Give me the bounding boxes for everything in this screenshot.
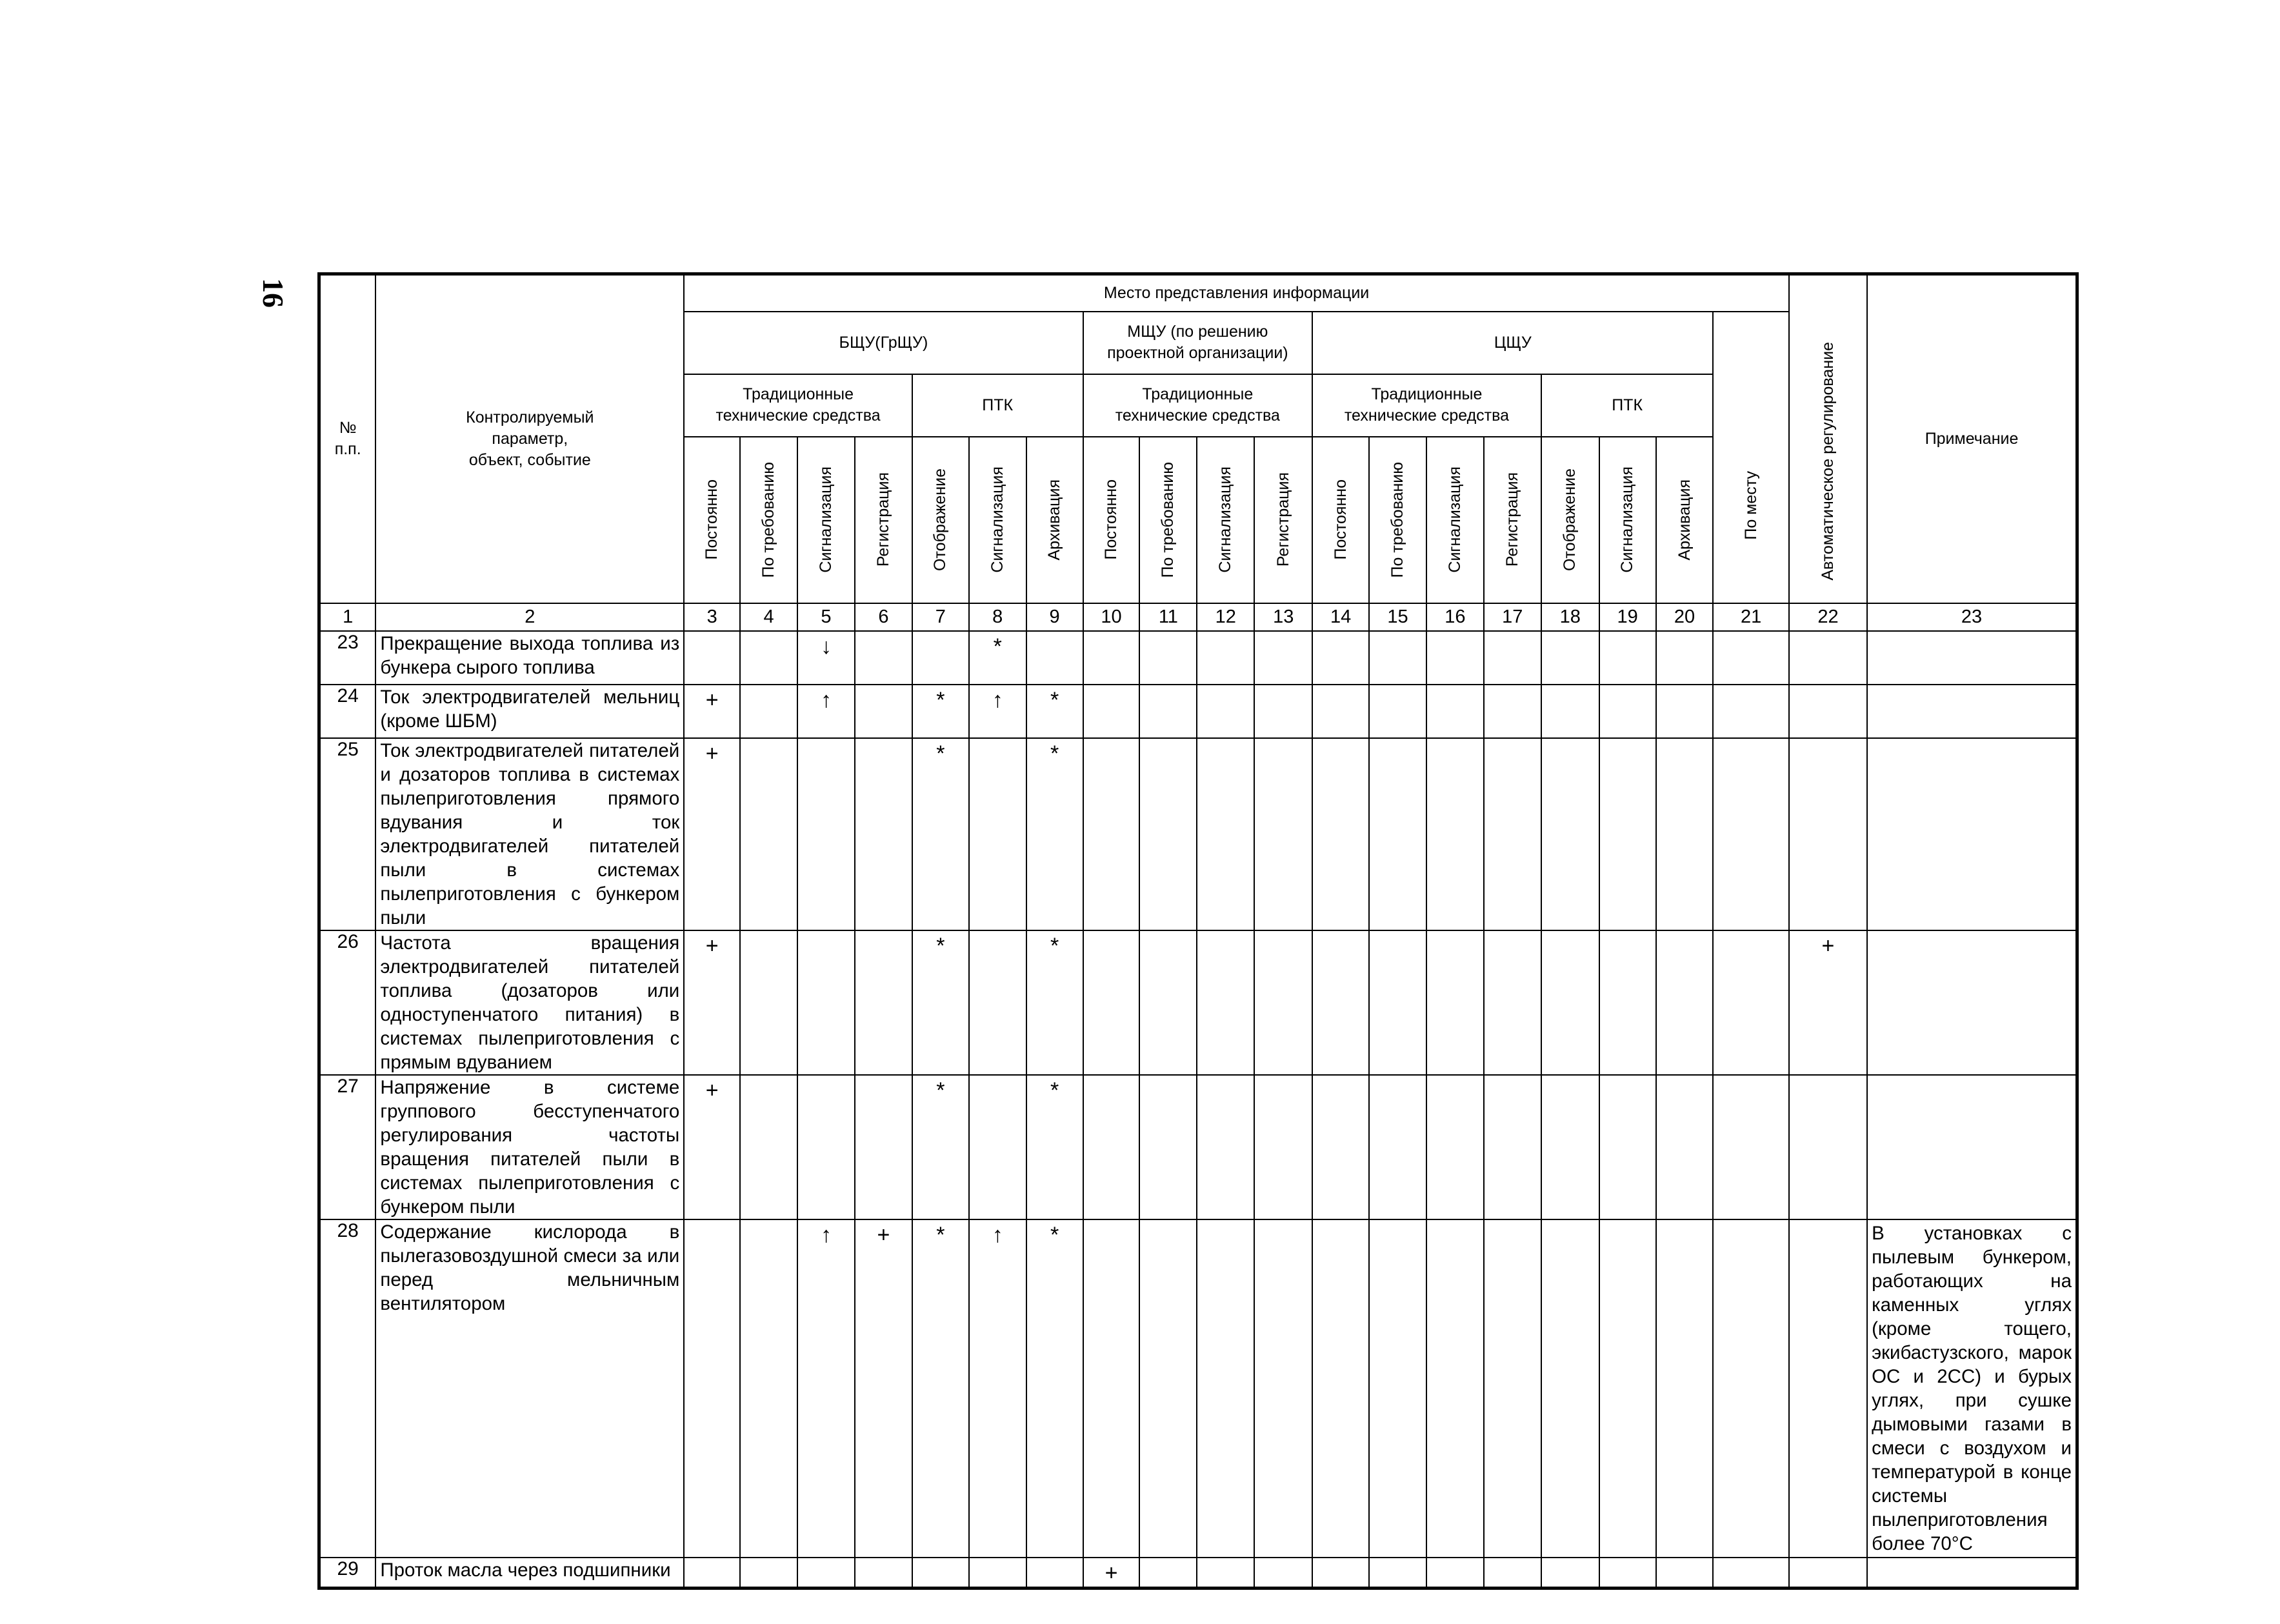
row-cell-col-18 xyxy=(1541,685,1599,738)
row-cell-col-11 xyxy=(1139,930,1197,1075)
row-cell-col-6 xyxy=(855,738,912,930)
group-bschu: БЩУ(ГрЩУ) xyxy=(684,312,1083,374)
row-parameter: Проток масла через подшипники xyxy=(375,1558,684,1589)
row-cell-col-7 xyxy=(912,930,969,1075)
cell-mark: + xyxy=(1105,1560,1118,1585)
row-cell-col-4 xyxy=(740,1558,797,1589)
row-cell-col-7 xyxy=(912,685,969,738)
row-cell-col-17 xyxy=(1484,1558,1541,1589)
row-cell-col-20 xyxy=(1656,930,1714,1075)
cell-mark: + xyxy=(877,1222,890,1247)
row-number: 27 xyxy=(319,1075,376,1219)
row-cell-col-8 xyxy=(969,1075,1026,1219)
col-header-11: По требованию xyxy=(1139,437,1197,603)
column-number: 10 xyxy=(1083,603,1140,631)
row-cell-col-3 xyxy=(684,1558,740,1589)
row-cell-col-8 xyxy=(969,631,1026,685)
table-row xyxy=(319,1219,2077,1558)
row-cell-col-6 xyxy=(855,1558,912,1589)
column-number: 11 xyxy=(1139,603,1197,631)
row-cell-col-3 xyxy=(684,1219,740,1558)
row-number: 23 xyxy=(319,631,376,685)
subgroup-mschu-traditional: Традиционные технические средства xyxy=(1083,374,1313,437)
row-cell-col-5 xyxy=(797,1219,855,1558)
parameter-table xyxy=(317,272,2079,1590)
row-cell-col-4 xyxy=(740,685,797,738)
column-number: 15 xyxy=(1369,603,1426,631)
row-cell-col-5 xyxy=(797,631,855,685)
column-number: 16 xyxy=(1426,603,1484,631)
column-number: 5 xyxy=(797,603,855,631)
column-number: 4 xyxy=(740,603,797,631)
row-cell-col-3 xyxy=(684,631,740,685)
row-cell-col-20 xyxy=(1656,631,1714,685)
row-cell-col-4 xyxy=(740,930,797,1075)
row-cell-col-10 xyxy=(1083,1558,1140,1589)
col-header-remark: Примечание xyxy=(1867,274,2077,603)
row-cell-col-5 xyxy=(797,1558,855,1589)
col-header-16: Сигнализация xyxy=(1426,437,1484,603)
row-cell-col-18 xyxy=(1541,631,1599,685)
row-cell-col-4 xyxy=(740,738,797,930)
row-cell-col-14 xyxy=(1312,685,1369,738)
row-cell-col-15 xyxy=(1369,1219,1426,1558)
column-number: 22 xyxy=(1789,603,1867,631)
row-cell-col-10 xyxy=(1083,631,1140,685)
row-cell-col-20 xyxy=(1656,738,1714,930)
row-cell-col-3 xyxy=(684,685,740,738)
col-header-14: Постоянно xyxy=(1312,437,1369,603)
col-header-4: По требованию xyxy=(740,437,797,603)
row-cell-col-19 xyxy=(1599,1075,1656,1219)
row-cell-col-9 xyxy=(1026,1075,1083,1219)
row-cell-col-17 xyxy=(1484,930,1541,1075)
row-number: 26 xyxy=(319,930,376,1075)
col-header-number: № п.п. xyxy=(319,274,376,603)
row-cell-col-18 xyxy=(1541,1558,1599,1589)
row-cell-col-13 xyxy=(1254,631,1312,685)
row-cell-col-7 xyxy=(912,1558,969,1589)
row-cell-col-8 xyxy=(969,1558,1026,1589)
row-cell-col-21 xyxy=(1713,930,1788,1075)
row-cell-col-12 xyxy=(1197,1075,1254,1219)
row-cell-col-15 xyxy=(1369,631,1426,685)
row-parameter: Частота вращения электродвигателей питателей топлива (дозаторов или одноступенчатого питания) в системах пылеприготовления с прямым вдуванием xyxy=(375,930,684,1075)
column-number: 6 xyxy=(855,603,912,631)
row-cell-col-22 xyxy=(1789,631,1867,685)
group-mschu: МЩУ (по решению проектной организации) xyxy=(1083,312,1313,374)
row-cell-col-6 xyxy=(855,1219,912,1558)
row-cell-col-17 xyxy=(1484,685,1541,738)
row-remark xyxy=(1867,930,2077,1075)
row-cell-col-9 xyxy=(1026,631,1083,685)
row-cell-col-14 xyxy=(1312,1075,1369,1219)
row-cell-col-6 xyxy=(855,930,912,1075)
row-cell-col-10 xyxy=(1083,930,1140,1075)
row-cell-col-12 xyxy=(1197,1558,1254,1589)
row-cell-col-12 xyxy=(1197,738,1254,930)
row-cell-col-19 xyxy=(1599,1219,1656,1558)
row-cell-col-14 xyxy=(1312,1219,1369,1558)
col-header-3: Постоянно xyxy=(684,437,740,603)
row-cell-col-13 xyxy=(1254,738,1312,930)
column-number: 19 xyxy=(1599,603,1656,631)
column-number: 23 xyxy=(1867,603,2077,631)
row-cell-col-21 xyxy=(1713,631,1788,685)
row-cell-col-20 xyxy=(1656,685,1714,738)
row-cell-col-22 xyxy=(1789,1075,1867,1219)
arrow-up-icon: ↑ xyxy=(992,1222,1003,1247)
row-cell-col-16 xyxy=(1426,685,1484,738)
col-header-7: Отображение xyxy=(912,437,969,603)
subgroup-bschu-traditional: Традиционные технические средства xyxy=(684,374,912,437)
row-cell-col-10 xyxy=(1083,1075,1140,1219)
row-cell-col-16 xyxy=(1426,1075,1484,1219)
column-number: 7 xyxy=(912,603,969,631)
row-number: 25 xyxy=(319,738,376,930)
cell-mark: * xyxy=(936,933,945,958)
row-cell-col-11 xyxy=(1139,1558,1197,1589)
subgroup-bschu-ptk: ПТК xyxy=(912,374,1083,437)
column-number: 2 xyxy=(375,603,684,631)
row-cell-col-20 xyxy=(1656,1075,1714,1219)
col-header-13: Регистрация xyxy=(1254,437,1312,603)
column-number: 18 xyxy=(1541,603,1599,631)
table-row xyxy=(319,685,2077,738)
row-cell-col-13 xyxy=(1254,1558,1312,1589)
row-remark xyxy=(1867,1558,2077,1589)
row-cell-col-16 xyxy=(1426,631,1484,685)
row-cell-col-6 xyxy=(855,631,912,685)
arrow-up-icon: ↑ xyxy=(992,687,1003,712)
row-cell-col-13 xyxy=(1254,1219,1312,1558)
row-parameter: Ток электродвигателей питателей и дозаторов топлива в системах пылеприготовления прямого вдувания и ток электродвигателей питателей пыли в системах пылеприготовления с бункером пыли xyxy=(375,738,684,930)
row-cell-col-22 xyxy=(1789,738,1867,930)
column-number: 3 xyxy=(684,603,740,631)
cell-mark: * xyxy=(936,1078,945,1103)
row-cell-col-13 xyxy=(1254,1075,1312,1219)
col-header-5: Сигнализация xyxy=(797,437,855,603)
row-cell-col-10 xyxy=(1083,685,1140,738)
row-number: 29 xyxy=(319,1558,376,1589)
row-remark: В установках с пылевым бункером, работающих на каменных углях (кроме тощего, экибастузского, марок ОС и 2СС) и бурых углях, при сушке дымовыми газами в смеси с воздухом и температурой в конце системы пылеприготовления более 70°С xyxy=(1867,1219,2077,1558)
row-cell-col-21 xyxy=(1713,738,1788,930)
row-cell-col-3 xyxy=(684,738,740,930)
cell-mark: * xyxy=(1050,933,1059,958)
column-number: 20 xyxy=(1656,603,1714,631)
cell-mark: * xyxy=(1050,687,1059,712)
cell-mark: * xyxy=(1050,741,1059,766)
row-parameter: Ток электродвигателей мельниц (кроме ШБМ) xyxy=(375,685,684,738)
row-cell-col-8 xyxy=(969,685,1026,738)
row-cell-col-16 xyxy=(1426,1219,1484,1558)
cell-mark: * xyxy=(936,687,945,712)
row-cell-col-9 xyxy=(1026,685,1083,738)
col-header-place: Место представления информации xyxy=(684,274,1789,312)
table-row xyxy=(319,1558,2077,1589)
row-cell-col-22 xyxy=(1789,685,1867,738)
subgroup-cschu-ptk: ПТК xyxy=(1541,374,1714,437)
row-cell-col-19 xyxy=(1599,738,1656,930)
row-cell-col-8 xyxy=(969,738,1026,930)
row-cell-col-18 xyxy=(1541,1219,1599,1558)
cell-mark: + xyxy=(705,933,719,958)
row-cell-col-4 xyxy=(740,631,797,685)
row-cell-col-21 xyxy=(1713,1075,1788,1219)
row-cell-col-5 xyxy=(797,738,855,930)
row-cell-col-4 xyxy=(740,1075,797,1219)
column-number: 8 xyxy=(969,603,1026,631)
row-remark xyxy=(1867,685,2077,738)
col-header-10: Постоянно xyxy=(1083,437,1140,603)
col-header-6: Регистрация xyxy=(855,437,912,603)
row-cell-col-5 xyxy=(797,1075,855,1219)
col-header-local: По месту xyxy=(1713,312,1788,603)
row-cell-col-3 xyxy=(684,1075,740,1219)
group-cschu: ЦЩУ xyxy=(1312,312,1713,374)
row-number: 24 xyxy=(319,685,376,738)
row-cell-col-10 xyxy=(1083,1219,1140,1558)
row-cell-col-8 xyxy=(969,1219,1026,1558)
row-cell-col-19 xyxy=(1599,631,1656,685)
col-header-parameter: Контролируемый параметр, объект, событие xyxy=(375,274,684,603)
column-number: 17 xyxy=(1484,603,1541,631)
column-number: 9 xyxy=(1026,603,1083,631)
arrow-down-icon: ↓ xyxy=(821,634,832,659)
row-cell-col-9 xyxy=(1026,738,1083,930)
row-cell-col-14 xyxy=(1312,930,1369,1075)
col-header-15: По требованию xyxy=(1369,437,1426,603)
row-cell-col-9 xyxy=(1026,930,1083,1075)
row-cell-col-13 xyxy=(1254,685,1312,738)
row-cell-col-6 xyxy=(855,1075,912,1219)
column-number: 1 xyxy=(319,603,376,631)
row-cell-col-9 xyxy=(1026,1558,1083,1589)
column-number: 13 xyxy=(1254,603,1312,631)
cell-mark: * xyxy=(993,634,1002,659)
table-row xyxy=(319,631,2077,685)
row-cell-col-9 xyxy=(1026,1219,1083,1558)
row-cell-col-15 xyxy=(1369,930,1426,1075)
col-header-8: Сигнализация xyxy=(969,437,1026,603)
cell-mark: * xyxy=(936,1222,945,1247)
row-cell-col-16 xyxy=(1426,930,1484,1075)
arrow-up-icon: ↑ xyxy=(821,687,832,712)
row-cell-col-14 xyxy=(1312,631,1369,685)
col-header-12: Сигнализация xyxy=(1197,437,1254,603)
column-number-row xyxy=(319,603,2077,631)
row-cell-col-15 xyxy=(1369,685,1426,738)
row-cell-col-21 xyxy=(1713,685,1788,738)
row-cell-col-17 xyxy=(1484,738,1541,930)
table-row xyxy=(319,930,2077,1075)
row-cell-col-15 xyxy=(1369,738,1426,930)
cell-mark: + xyxy=(705,687,719,712)
row-cell-col-19 xyxy=(1599,1558,1656,1589)
row-cell-col-20 xyxy=(1656,1558,1714,1589)
row-cell-col-22 xyxy=(1789,930,1867,1075)
row-cell-col-14 xyxy=(1312,738,1369,930)
column-number: 21 xyxy=(1713,603,1788,631)
row-cell-col-17 xyxy=(1484,1075,1541,1219)
cell-mark: + xyxy=(1821,933,1835,958)
col-header-18: Отображение xyxy=(1541,437,1599,603)
page-number: 16 xyxy=(257,278,290,308)
subgroup-cschu-traditional: Традиционные технические средства xyxy=(1312,374,1541,437)
cell-mark: * xyxy=(1050,1222,1059,1247)
col-header-19: Сигнализация xyxy=(1599,437,1656,603)
row-cell-col-11 xyxy=(1139,685,1197,738)
row-remark xyxy=(1867,738,2077,930)
row-cell-col-6 xyxy=(855,685,912,738)
row-cell-col-11 xyxy=(1139,738,1197,930)
row-cell-col-22 xyxy=(1789,1219,1867,1558)
cell-mark: * xyxy=(1050,1078,1059,1103)
row-number: 28 xyxy=(319,1219,376,1558)
row-cell-col-15 xyxy=(1369,1075,1426,1219)
row-cell-col-11 xyxy=(1139,1219,1197,1558)
row-cell-col-11 xyxy=(1139,1075,1197,1219)
row-cell-col-12 xyxy=(1197,930,1254,1075)
row-cell-col-18 xyxy=(1541,1075,1599,1219)
row-parameter: Прекращение выхода топлива из бункера сырого топлива xyxy=(375,631,684,685)
row-cell-col-3 xyxy=(684,930,740,1075)
col-header-20: Архивация xyxy=(1656,437,1714,603)
column-number: 12 xyxy=(1197,603,1254,631)
cell-mark: * xyxy=(936,741,945,766)
row-cell-col-18 xyxy=(1541,738,1599,930)
row-cell-col-17 xyxy=(1484,1219,1541,1558)
row-cell-col-21 xyxy=(1713,1219,1788,1558)
row-cell-col-18 xyxy=(1541,930,1599,1075)
row-cell-col-11 xyxy=(1139,631,1197,685)
row-remark xyxy=(1867,631,2077,685)
row-cell-col-7 xyxy=(912,631,969,685)
row-cell-col-19 xyxy=(1599,685,1656,738)
row-cell-col-14 xyxy=(1312,1558,1369,1589)
row-cell-col-4 xyxy=(740,1219,797,1558)
row-cell-col-16 xyxy=(1426,1558,1484,1589)
row-cell-col-17 xyxy=(1484,631,1541,685)
row-cell-col-5 xyxy=(797,685,855,738)
cell-mark: + xyxy=(705,1078,719,1103)
col-header-17: Регистрация xyxy=(1484,437,1541,603)
row-cell-col-5 xyxy=(797,930,855,1075)
arrow-up-icon: ↑ xyxy=(821,1222,832,1247)
row-parameter: Содержание кислорода в пылегазовоздушной смеси за или перед мельничным вентилятором xyxy=(375,1219,684,1558)
col-header-9: Архивация xyxy=(1026,437,1083,603)
row-cell-col-20 xyxy=(1656,1219,1714,1558)
row-cell-col-7 xyxy=(912,1075,969,1219)
row-cell-col-12 xyxy=(1197,1219,1254,1558)
cell-mark: + xyxy=(705,741,719,766)
row-cell-col-8 xyxy=(969,930,1026,1075)
row-parameter: Напряжение в системе группового бесступенчатого регулирования частоты вращения питателей пыли в системах пылеприготовления с бункером пыли xyxy=(375,1075,684,1219)
row-cell-col-12 xyxy=(1197,631,1254,685)
col-header-auto-regulation: Автоматическое регулирование xyxy=(1789,274,1867,603)
row-cell-col-22 xyxy=(1789,1558,1867,1589)
table-row xyxy=(319,738,2077,930)
row-cell-col-12 xyxy=(1197,685,1254,738)
row-cell-col-21 xyxy=(1713,1558,1788,1589)
table-row xyxy=(319,1075,2077,1219)
row-cell-col-7 xyxy=(912,1219,969,1558)
row-cell-col-10 xyxy=(1083,738,1140,930)
row-cell-col-7 xyxy=(912,738,969,930)
row-cell-col-16 xyxy=(1426,738,1484,930)
row-remark xyxy=(1867,1075,2077,1219)
row-cell-col-15 xyxy=(1369,1558,1426,1589)
row-cell-col-19 xyxy=(1599,930,1656,1075)
row-cell-col-13 xyxy=(1254,930,1312,1075)
column-number: 14 xyxy=(1312,603,1369,631)
